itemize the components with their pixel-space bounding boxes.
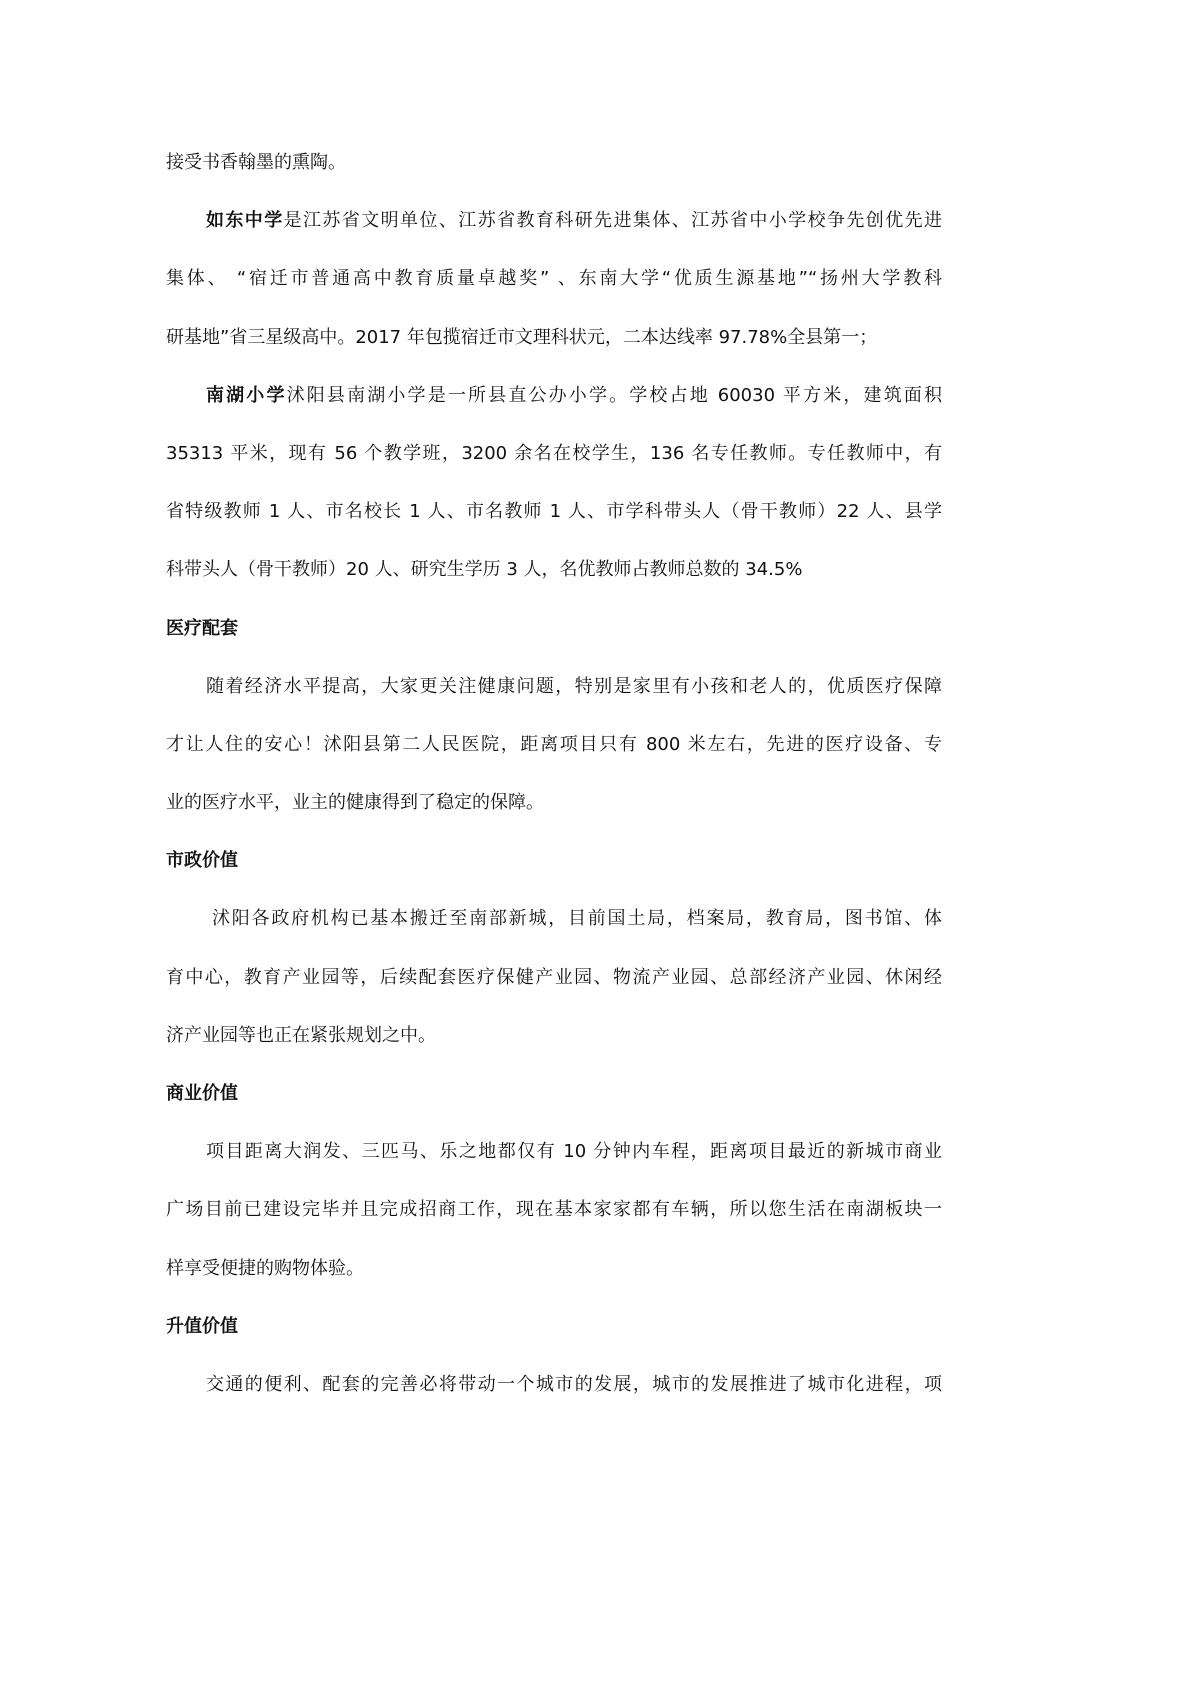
- nanhu-school-line: 南湖小学沭阳县南湖小学是一所县直公办小学。学校占地 60030 平方米，建筑面积: [206, 384, 942, 406]
- rudong-school-line: 如东中学是江苏省文明单位、江苏省教育科研先进集体、江苏省中小学校争先创优先进: [206, 210, 942, 232]
- paragraph-line: 业的医疗水平，业主的健康得到了稳定的保障。: [166, 792, 544, 814]
- paragraph-line: 济产业园等也正在紧张规划之中。: [166, 1024, 436, 1046]
- paragraph-line: 接受书香翰墨的熏陶。: [166, 152, 346, 173]
- medical-heading: 医疗配套: [166, 617, 238, 639]
- commercial-heading: 商业价值: [166, 1083, 238, 1104]
- paragraph-line: 随着经济水平提高，大家更关注健康问题，特别是家里有小孩和老人的，优质医疗保障: [206, 675, 942, 697]
- municipal-heading: 市政价值: [166, 850, 238, 872]
- paragraph-line: 才让人住的安心！沭阳县第二人民医院，距离项目只有 800 米左右，先进的医疗设备、专: [166, 733, 942, 755]
- paragraph-line: 集体、 “宿迁市普通高中教育质量卓越奖” 、东南大学“优质生源基地”“扬州大学教科: [166, 268, 942, 290]
- paragraph-line: 项目距离大润发、三匹马、乐之地都仅有 10 分钟内车程，距离项目最近的新城市商业: [206, 1141, 942, 1163]
- paragraph-line: 科带头人（骨干教师）20 人、研究生学历 3 人，名优教师占教师总数的 34.5%: [166, 559, 803, 581]
- paragraph-line: 沭阳各政府机构已基本搬迁至南部新城，目前国土局，档案局，教育局，图书馆、体: [212, 908, 942, 930]
- paragraph-line: 交通的便利、配套的完善必将带动一个城市的发展，城市的发展推进了城市化进程，项: [206, 1373, 942, 1395]
- paragraph-line: 育中心，教育产业园等，后续配套医疗保健产业园、物流产业园、总部经济产业园、休闲经: [166, 966, 942, 988]
- document-body: [166, 148, 942, 1428]
- paragraph-line: 研基地”省三星级高中。2017 年包揽宿迁市文理科状元，二本达线率 97.78%全县第一；: [166, 326, 878, 348]
- nanhu-school-title: 南湖小学: [206, 384, 287, 406]
- appreciation-heading: 升值价值: [166, 1315, 238, 1337]
- rudong-school-title: 如东中学: [206, 210, 284, 232]
- paragraph-line: 样享受便捷的购物体验。: [166, 1257, 364, 1279]
- paragraph-line: 省特级教师 1 人、市名校长 1 人、市名教师 1 人、市学科带头人（骨干教师）22 人、县学: [166, 501, 942, 523]
- paragraph-line: 35313 平米，现有 56 个教学班，3200 余名在校学生，136 名专任教师。专任教师中，有: [166, 442, 942, 464]
- paragraph-line: 广场目前已建设完毕并且完成招商工作，现在基本家家都有车辆，所以您生活在南湖板块一: [166, 1199, 942, 1221]
